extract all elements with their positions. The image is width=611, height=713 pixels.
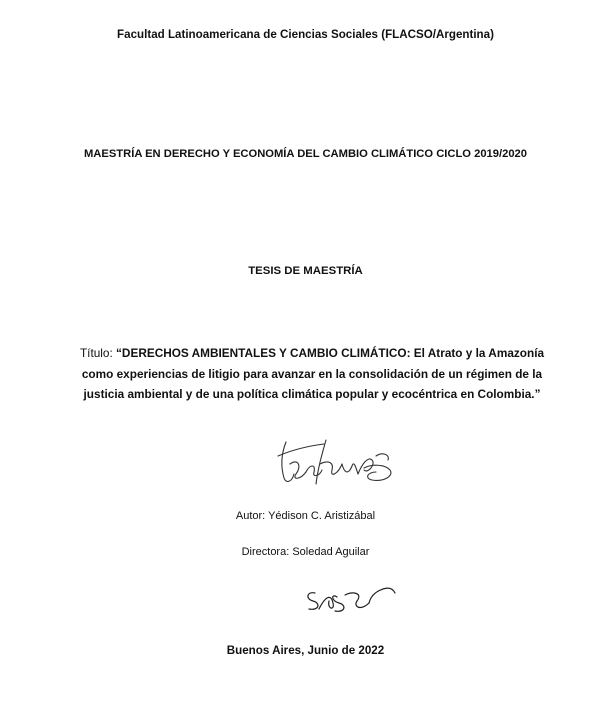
title-label: Título: [79,346,117,360]
title-line-2: como experiencias de litigio para avanzar en la consolidación de un régimen de la [81,366,543,381]
thesis-type: TESIS DE MAESTRÍA [248,265,363,277]
institution-name: Facultad Latinoamericana de Ciencias Sociales (FLACSO/Argentina) [117,28,494,41]
thesis-title [78,343,546,405]
author-line: Autor: Yédison C. Aristizábal [235,510,376,522]
title-line-3: justicia ambiental y de una política climática popular y ecocéntrica en Colombia.” [83,387,541,401]
title-line-1 [78,343,546,364]
director-signature [297,583,401,615]
author-signature [272,434,396,490]
title-line-1-text: “DERECHOS AMBIENTALES Y CAMBIO CLIMÁTICO: El Atrato y la Amazonía [116,346,545,360]
program-name: MAESTRÍA EN DERECHO Y ECONOMÍA DEL CAMBIO CLIMÁTICO CICLO 2019/2020 [83,148,527,160]
director-line: Directora: Soledad Aguilar [241,546,370,558]
place-and-date: Buenos Aires, Junio de 2022 [226,644,385,657]
